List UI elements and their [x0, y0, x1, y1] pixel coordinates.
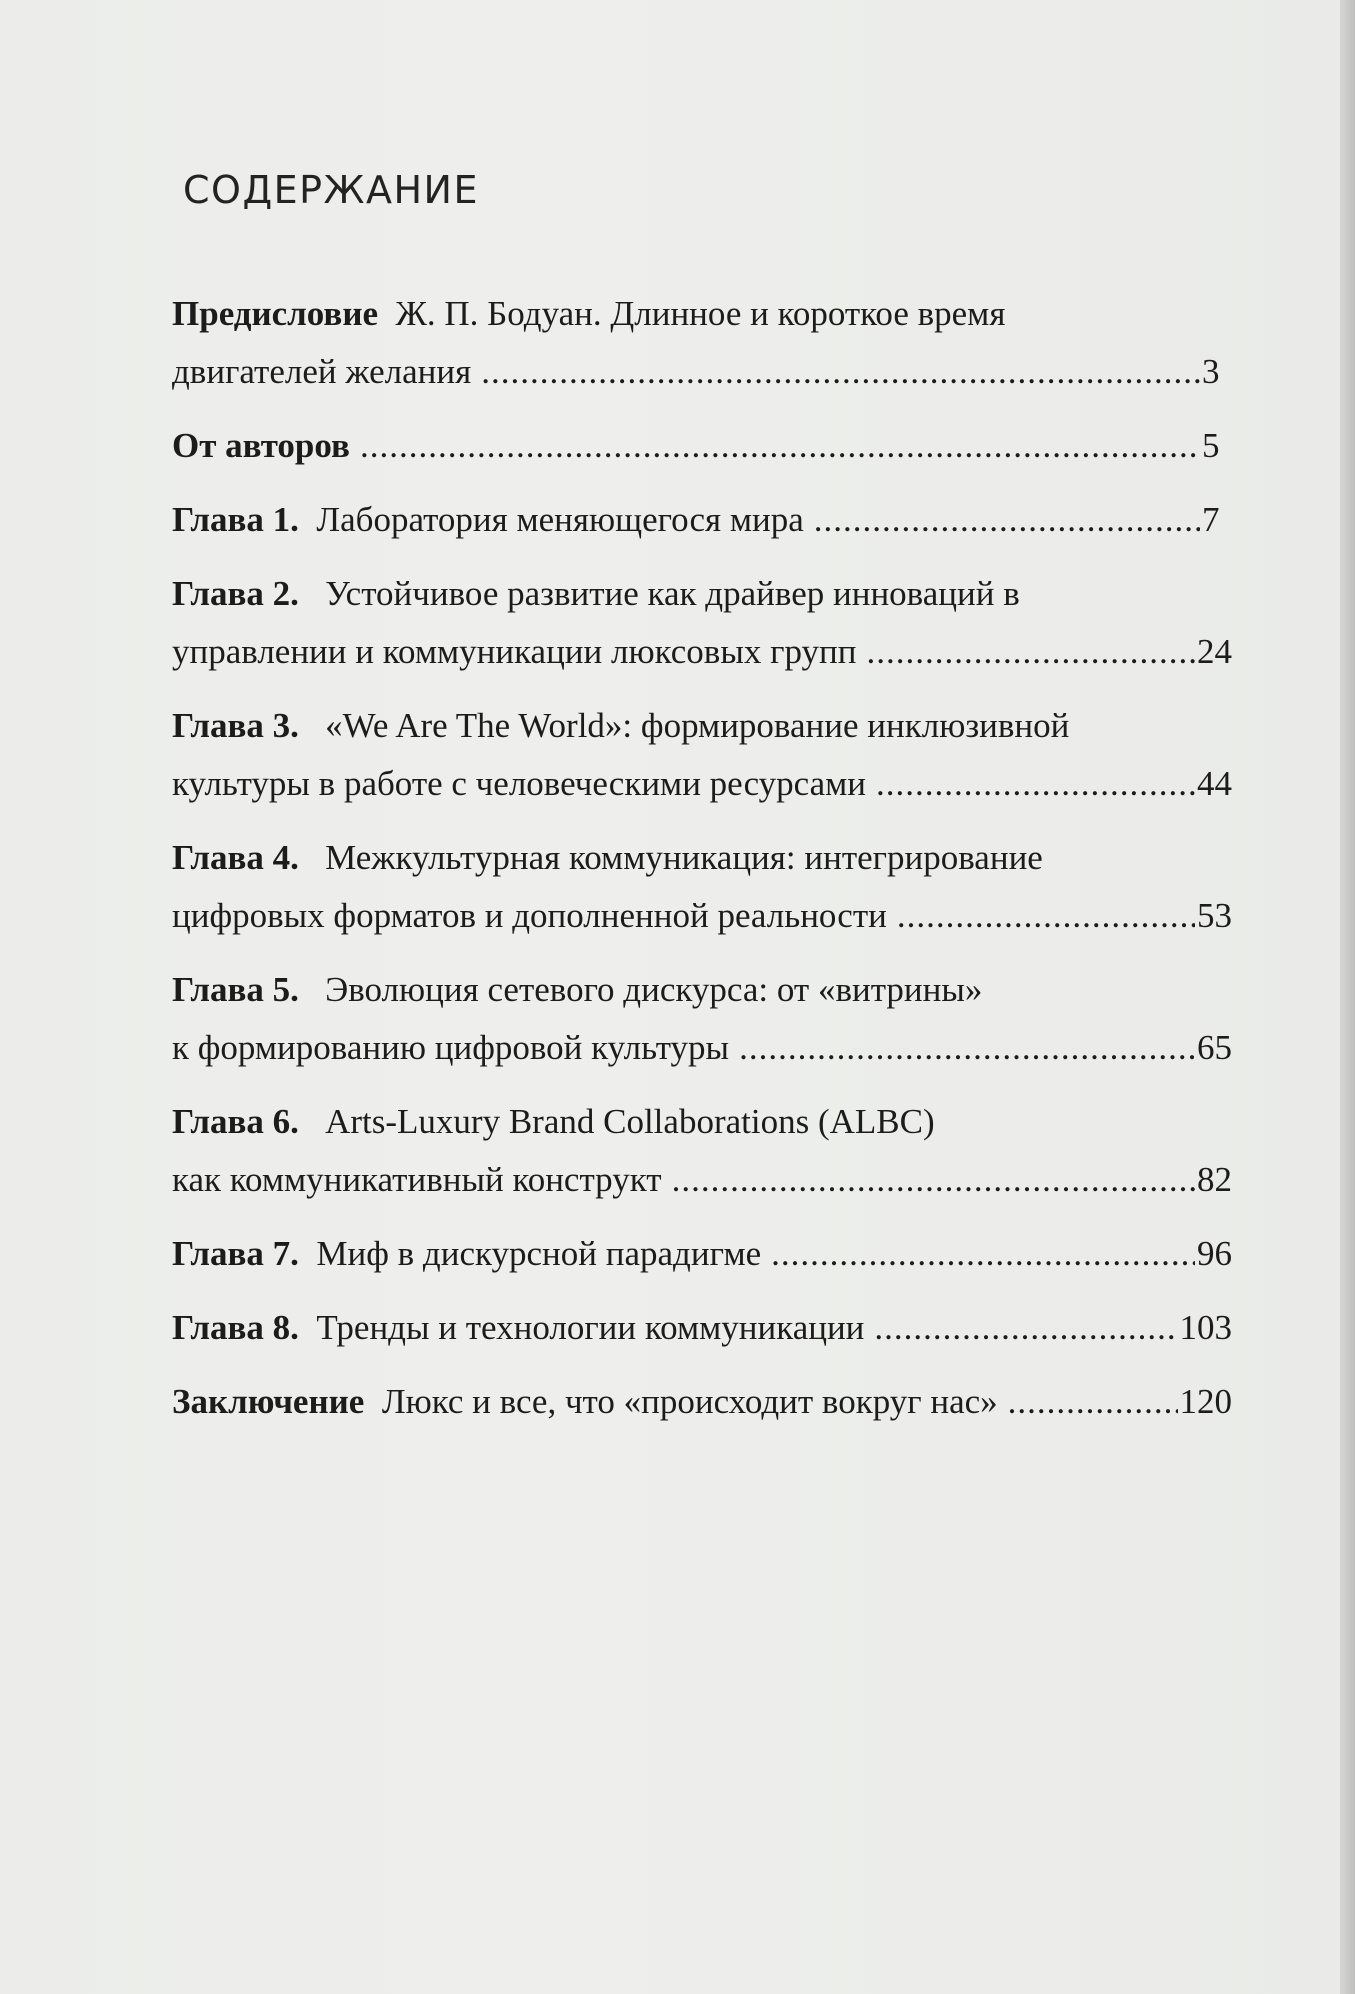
toc-entry-page-number: 5	[1202, 426, 1220, 465]
toc-entry-title: Эволюция сетевого дискурса: от «витрины»	[325, 970, 983, 1009]
leader-dots	[672, 1151, 1195, 1209]
toc-entry-title-cont: как коммуникативный конструкт	[172, 1160, 662, 1199]
toc-entry-lead: Глава 3.	[172, 706, 299, 745]
leader-dots	[771, 1225, 1195, 1283]
toc-entry-page-number: 7	[1202, 500, 1220, 539]
toc-entry-page-number: 65	[1197, 1028, 1232, 1067]
toc-entry-last-line	[172, 491, 1232, 549]
toc-entry-last-line	[172, 887, 1232, 945]
toc-entry-last-line	[172, 1151, 1232, 1209]
leader-dots	[897, 887, 1195, 945]
toc-entry-first-line	[172, 565, 1232, 623]
toc-entry-last-line	[172, 1373, 1232, 1431]
toc-entry-lead: Глава 4.	[172, 838, 299, 877]
leader-dots	[866, 623, 1195, 681]
toc-entry-chapter-5	[172, 961, 1232, 1077]
toc-entry-page-number: 24	[1197, 632, 1232, 671]
toc-entry-authors	[172, 417, 1232, 475]
toc-entry-page-number: 3	[1202, 352, 1220, 391]
toc-entry-page-number: 44	[1197, 764, 1232, 803]
toc-entry-page-number: 103	[1179, 1308, 1232, 1347]
toc-entry-title: Миф в дискурсной парадигме	[316, 1234, 762, 1273]
toc-entry-title: Межкультурная коммуникация: интегрирование	[325, 838, 1043, 877]
toc-entry-last-line	[172, 1299, 1232, 1357]
toc-entry-lead: Глава 5.	[172, 970, 299, 1009]
toc-entry-page-number: 96	[1197, 1234, 1232, 1273]
toc-entry-title-cont: управлении и коммуникации люксовых групп	[172, 632, 857, 671]
toc-entry-lead: Глава 2.	[172, 574, 299, 613]
toc-entry-title: Тренды и технологии коммуникации	[316, 1308, 865, 1347]
table-of-contents	[172, 285, 1232, 1447]
toc-entry-lead: Заключение	[172, 1382, 365, 1421]
toc-entry-last-line	[172, 343, 1232, 401]
toc-entry-last-line	[172, 623, 1232, 681]
toc-entry-title-cont: цифровых форматов и дополненной реальности	[172, 896, 887, 935]
toc-entry-title-cont: культуры в работе с человеческими ресурсами	[172, 764, 867, 803]
toc-entry-chapter-3	[172, 697, 1232, 813]
leader-dots	[876, 755, 1195, 813]
toc-entry-first-line	[172, 829, 1232, 887]
toc-entry-lead: От авторов	[172, 426, 350, 465]
toc-entry-lead: Глава 8.	[172, 1308, 299, 1347]
toc-entry-title: Люкс и все, что «происходит вокруг нас»	[381, 1382, 998, 1421]
toc-entry-first-line	[172, 961, 1232, 1019]
toc-entry-first-line	[172, 285, 1232, 343]
toc-entry-last-line	[172, 755, 1232, 813]
toc-entry-chapter-6	[172, 1093, 1232, 1209]
toc-entry-chapter-4	[172, 829, 1232, 945]
leader-dots	[814, 491, 1200, 549]
leader-dots	[874, 1299, 1177, 1357]
toc-entry-last-line	[172, 1225, 1232, 1283]
toc-entry-title-cont: двигателей желания	[172, 352, 472, 391]
toc-entry-title: Arts-Luxury Brand Collaborations (ALBC)	[325, 1102, 935, 1141]
toc-entry-title: «We Are The World»: формирование инклюзивной	[325, 706, 1070, 745]
toc-entry-lead: Глава 6.	[172, 1102, 299, 1141]
toc-entry-title: Лаборатория меняющегося мира	[316, 500, 804, 539]
toc-entry-first-line	[172, 697, 1232, 755]
toc-entry-lead: Глава 1.	[172, 500, 299, 539]
toc-entry-last-line	[172, 417, 1232, 475]
leader-dots	[360, 417, 1200, 475]
toc-entry-preface	[172, 285, 1232, 401]
toc-entry-lead: Предисловие	[172, 294, 379, 333]
toc-entry-first-line	[172, 1093, 1232, 1151]
page-edge	[1340, 0, 1355, 1994]
toc-entry-conclusion	[172, 1373, 1232, 1431]
leader-dots	[739, 1019, 1195, 1077]
toc-entry-chapter-8	[172, 1299, 1232, 1357]
toc-entry-title: Ж. П. Бодуан. Длинное и короткое время	[395, 294, 1006, 333]
toc-entry-page-number: 120	[1179, 1382, 1232, 1421]
leader-dots	[481, 343, 1200, 401]
toc-entry-last-line	[172, 1019, 1232, 1077]
toc-entry-chapter-2	[172, 565, 1232, 681]
leader-dots	[1008, 1373, 1178, 1431]
page-title: СОДЕРЖАНИЕ	[183, 168, 479, 212]
toc-entry-page-number: 82	[1197, 1160, 1232, 1199]
toc-entry-lead: Глава 7.	[172, 1234, 299, 1273]
toc-entry-page-number: 53	[1197, 896, 1232, 935]
toc-entry-chapter-7	[172, 1225, 1232, 1283]
toc-entry-chapter-1	[172, 491, 1232, 549]
toc-entry-title-cont: к формированию цифровой культуры	[172, 1028, 730, 1067]
toc-entry-title: Устойчивое развитие как драйвер инноваций в	[325, 574, 1020, 613]
